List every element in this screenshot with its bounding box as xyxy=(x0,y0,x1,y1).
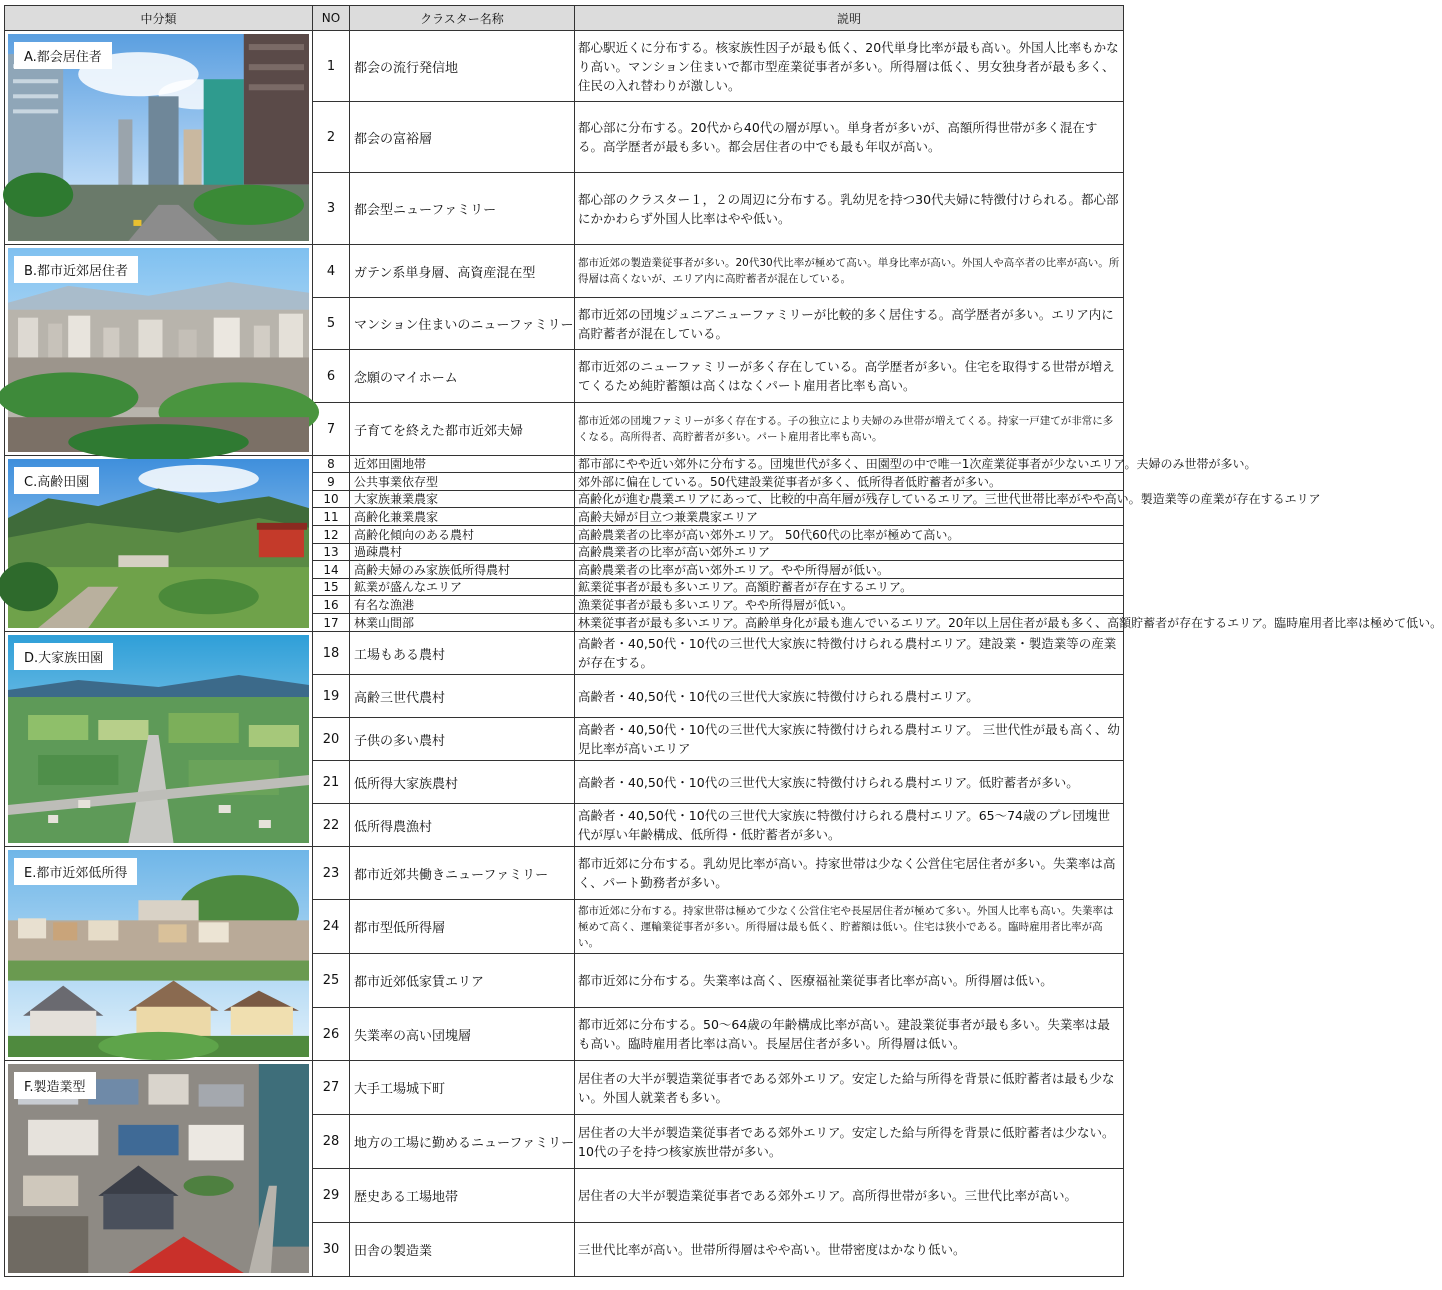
row-no: 8 xyxy=(313,456,350,473)
row-no: 10 xyxy=(313,491,350,508)
row-description: 居住者の大半が製造業従事者である郊外エリア。安定した給与所得を背景に低貯蓄者は最も少ない。外国人就業者も多い。 xyxy=(575,1061,1124,1115)
header-cluster: クラスター名称 xyxy=(350,6,575,31)
row-no: 9 xyxy=(313,473,350,491)
row-description: 高齢者・40,50代・10代の三世代大家族に特徴付けられる農村エリア。 xyxy=(575,675,1124,718)
row-no: 19 xyxy=(313,675,350,718)
header-category: 中分類 xyxy=(5,6,313,31)
row-no: 28 xyxy=(313,1115,350,1169)
row-no: 27 xyxy=(313,1061,350,1115)
category-f-cell xyxy=(5,1061,313,1277)
row-description: 高齢者・40,50代・10代の三世代大家族に特徴付けられる農村エリア。建設業・製造業等の産業が存在する。 xyxy=(575,632,1124,675)
row-cluster-name: 高齢化兼業農家 xyxy=(350,508,575,526)
row-description: 都市近郊の製造業従事者が多い。20代30代比率が極めて高い。単身比率が高い。外国人や高卒者の比率が高い。所得層は高くないが、エリア内に高貯蓄者が混在している。 xyxy=(575,245,1124,298)
row-description: 居住者の大半が製造業従事者である郊外エリア。高所得世帯が多い。三世代比率が高い。 xyxy=(575,1169,1124,1223)
row-cluster-name: 念願のマイホーム xyxy=(350,350,575,403)
table-row xyxy=(5,456,1124,473)
row-cluster-name: 歴史ある工場地帯 xyxy=(350,1169,575,1223)
category-c-cell xyxy=(5,456,313,632)
row-cluster-name: 鉱業が盛んなエリア xyxy=(350,579,575,596)
row-description: 高齢農業者の比率が高い郊外エリア。 50代60代の比率が極めて高い。 xyxy=(575,526,1124,544)
row-description: 都市近郊に分布する。失業率は高く、医療福祉業従事者比率が高い。所得層は低い。 xyxy=(575,954,1124,1008)
row-description: 郊外部に偏在している。50代建設業従事者が多く、低所得者低貯蓄者が多い。 xyxy=(575,473,1124,491)
row-description: 居住者の大半が製造業従事者である郊外エリア。安定した給与所得を背景に低貯蓄者は少ない。10代の子を持つ核家族世帯が多い。 xyxy=(575,1115,1124,1169)
row-description: 都市近郊に分布する。50～64歳の年齢構成比率が高い。建設業従事者が最も多い。失業率は最も高い。臨時雇用者比率は高い。長屋居住者が多い。所得層は低い。 xyxy=(575,1008,1124,1061)
row-cluster-name: 工場もある農村 xyxy=(350,632,575,675)
row-cluster-name: 田舎の製造業 xyxy=(350,1223,575,1277)
row-description: 都市近郊に分布する。持家世帯は極めて少なく公営住宅や長屋居住者が極めて多い。外国人比率も高い。失業率は極めて高く、運輸業従事者が多い。所得層は最も低く、貯蓄額は低い。住宅は狭小である。臨時雇用者比率が高い。 xyxy=(575,900,1124,954)
row-description: 高齢者・40,50代・10代の三世代大家族に特徴付けられる農村エリア。 三世代性が最も高く、幼児比率が高いエリア xyxy=(575,718,1124,761)
row-no: 20 xyxy=(313,718,350,761)
row-cluster-name: 大家族兼業農家 xyxy=(350,491,575,508)
table-row xyxy=(5,847,1124,900)
row-cluster-name: 林業山間部 xyxy=(350,614,575,632)
row-description: 高齢者・40,50代・10代の三世代大家族に特徴付けられる農村エリア。低貯蓄者が多い。 xyxy=(575,761,1124,804)
row-cluster-name: 都会型ニューファミリー xyxy=(350,173,575,245)
row-no: 18 xyxy=(313,632,350,675)
row-no: 12 xyxy=(313,526,350,544)
category-b-cell xyxy=(5,245,313,456)
row-cluster-name: 過疎農村 xyxy=(350,544,575,561)
row-no: 14 xyxy=(313,561,350,579)
row-description: 都市近郊の団塊ファミリーが多く存在する。子の独立により夫婦のみ世帯が増えてくる。持家一戸建てが非常に多くなる。高所得者、高貯蓄者が多い。パート雇用者比率も高い。 xyxy=(575,403,1124,456)
row-no: 30 xyxy=(313,1223,350,1277)
row-no: 11 xyxy=(313,508,350,526)
row-no: 2 xyxy=(313,102,350,173)
category-label: C.高齢田園 xyxy=(14,467,99,494)
row-cluster-name: 低所得大家族農村 xyxy=(350,761,575,804)
row-no: 24 xyxy=(313,900,350,954)
row-description: 漁業従事者が最も多いエリア。やや所得層が低い。 xyxy=(575,596,1124,614)
cluster-table xyxy=(4,5,1442,1277)
table-row xyxy=(5,1061,1124,1115)
row-description: 都心駅近くに分布する。核家族性因子が最も低く、20代単身比率が最も高い。外国人比率もかなり高い。マンション住まいで都市型産業従事者が多い。所得層は低く、男女独身者が最も多く、住民の入れ替わりが激しい。 xyxy=(575,31,1124,102)
category-label: D.大家族田園 xyxy=(14,643,113,670)
row-no: 25 xyxy=(313,954,350,1008)
row-cluster-name: 都市型低所得層 xyxy=(350,900,575,954)
row-no: 17 xyxy=(313,614,350,632)
table-row xyxy=(5,245,1124,298)
row-no: 5 xyxy=(313,298,350,350)
row-cluster-name: 公共事業依存型 xyxy=(350,473,575,491)
row-cluster-name: ガテン系単身層、高資産混在型 xyxy=(350,245,575,298)
row-cluster-name: 高齢夫婦のみ家族低所得農村 xyxy=(350,561,575,579)
row-cluster-name: 高齢化傾向のある農村 xyxy=(350,526,575,544)
row-no: 29 xyxy=(313,1169,350,1223)
row-no: 7 xyxy=(313,403,350,456)
row-no: 4 xyxy=(313,245,350,298)
row-description: 都心部に分布する。20代から40代の層が厚い。単身者が多いが、高額所得世帯が多く混在する。高学歴者が最も多い。都会居住者の中でも最も年収が高い。 xyxy=(575,102,1124,173)
category-label: B.都市近郊居住者 xyxy=(14,256,138,283)
row-no: 13 xyxy=(313,544,350,561)
row-description: 高齢夫婦が目立つ兼業農家エリア xyxy=(575,508,1124,526)
row-cluster-name: 有名な漁港 xyxy=(350,596,575,614)
category-label: F.製造業型 xyxy=(14,1072,96,1099)
row-cluster-name: 都市近郊低家賃エリア xyxy=(350,954,575,1008)
row-description: 三世代比率が高い。世帯所得層はやや高い。世帯密度はかなり低い。 xyxy=(575,1223,1124,1277)
row-description: 高齢化が進む農業エリアにあって、比較的中高年層が残存しているエリア。三世代世帯比率がやや高い。製造業等の産業が存在するエリア xyxy=(575,491,1124,508)
row-description: 高齢農業者の比率が高い郊外エリア xyxy=(575,544,1124,561)
row-cluster-name: 失業率の高い団塊層 xyxy=(350,1008,575,1061)
row-description: 都市近郊のニューファミリーが多く存在している。高学歴者が多い。住宅を取得する世帯が増えてくるため純貯蓄額は高くはなくパート雇用者比率も高い。 xyxy=(575,350,1124,403)
header-row xyxy=(5,6,1124,31)
row-cluster-name: 高齢三世代農村 xyxy=(350,675,575,718)
row-cluster-name: 低所得農漁村 xyxy=(350,804,575,847)
row-no: 6 xyxy=(313,350,350,403)
table-row xyxy=(5,31,1124,102)
row-cluster-name: 近郊田園地帯 xyxy=(350,456,575,473)
row-no: 22 xyxy=(313,804,350,847)
row-description: 鉱業従事者が最も多いエリア。高額貯蓄者が存在するエリア。 xyxy=(575,579,1124,596)
row-no: 21 xyxy=(313,761,350,804)
row-no: 15 xyxy=(313,579,350,596)
row-cluster-name: 都会の富裕層 xyxy=(350,102,575,173)
row-no: 1 xyxy=(313,31,350,102)
row-description: 都市近郊の団塊ジュニアニューファミリーが比較的多く居住する。高学歴者が多い。エリア内に高貯蓄者が混在している。 xyxy=(575,298,1124,350)
row-description: 林業従事者が最も多いエリア。高齢単身化が最も進んでいるエリア。20年以上居住者が最も多く、高額貯蓄者が存在するエリア。臨時雇用者比率は極めて低い。 xyxy=(575,614,1124,632)
category-e-cell xyxy=(5,847,313,1061)
row-no: 3 xyxy=(313,173,350,245)
row-cluster-name: 都会の流行発信地 xyxy=(350,31,575,102)
row-description: 高齢農業者の比率が高い郊外エリア。やや所得層が低い。 xyxy=(575,561,1124,579)
row-cluster-name: 地方の工場に勤めるニューファミリー xyxy=(350,1115,575,1169)
row-cluster-name: 子供の多い農村 xyxy=(350,718,575,761)
row-no: 23 xyxy=(313,847,350,900)
row-description: 都市部にやや近い郊外に分布する。団塊世代が多く、田園型の中で唯一1次産業従事者が少ないエリア。夫婦のみ世帯が多い。 xyxy=(575,456,1124,473)
row-description: 都心部のクラスター１，２の周辺に分布する。乳幼児を持つ30代夫婦に特徴付けられる。都心部にかかわらず外国人比率はやや低い。 xyxy=(575,173,1124,245)
header-no: NO xyxy=(313,6,350,31)
category-d-cell xyxy=(5,632,313,847)
row-cluster-name: 都市近郊共働きニューファミリー xyxy=(350,847,575,900)
category-label: E.都市近郊低所得 xyxy=(14,858,137,885)
row-description: 高齢者・40,50代・10代の三世代大家族に特徴付けられる農村エリア。65～74歳のプレ団塊世代が厚い年齢構成、低所得・低貯蓄者が多い。 xyxy=(575,804,1124,847)
row-cluster-name: 子育てを終えた都市近郊夫婦 xyxy=(350,403,575,456)
table-row xyxy=(5,632,1124,675)
row-description: 都市近郊に分布する。乳幼児比率が高い。持家世帯は少なく公営住宅居住者が多い。失業率は高く、パート勤務者が多い。 xyxy=(575,847,1124,900)
row-no: 16 xyxy=(313,596,350,614)
category-a-cell xyxy=(5,31,313,245)
row-cluster-name: マンション住まいのニューファミリー xyxy=(350,298,575,350)
category-label: A.都会居住者 xyxy=(14,42,112,69)
row-no: 26 xyxy=(313,1008,350,1061)
row-cluster-name: 大手工場城下町 xyxy=(350,1061,575,1115)
header-desc: 説明 xyxy=(575,6,1124,31)
